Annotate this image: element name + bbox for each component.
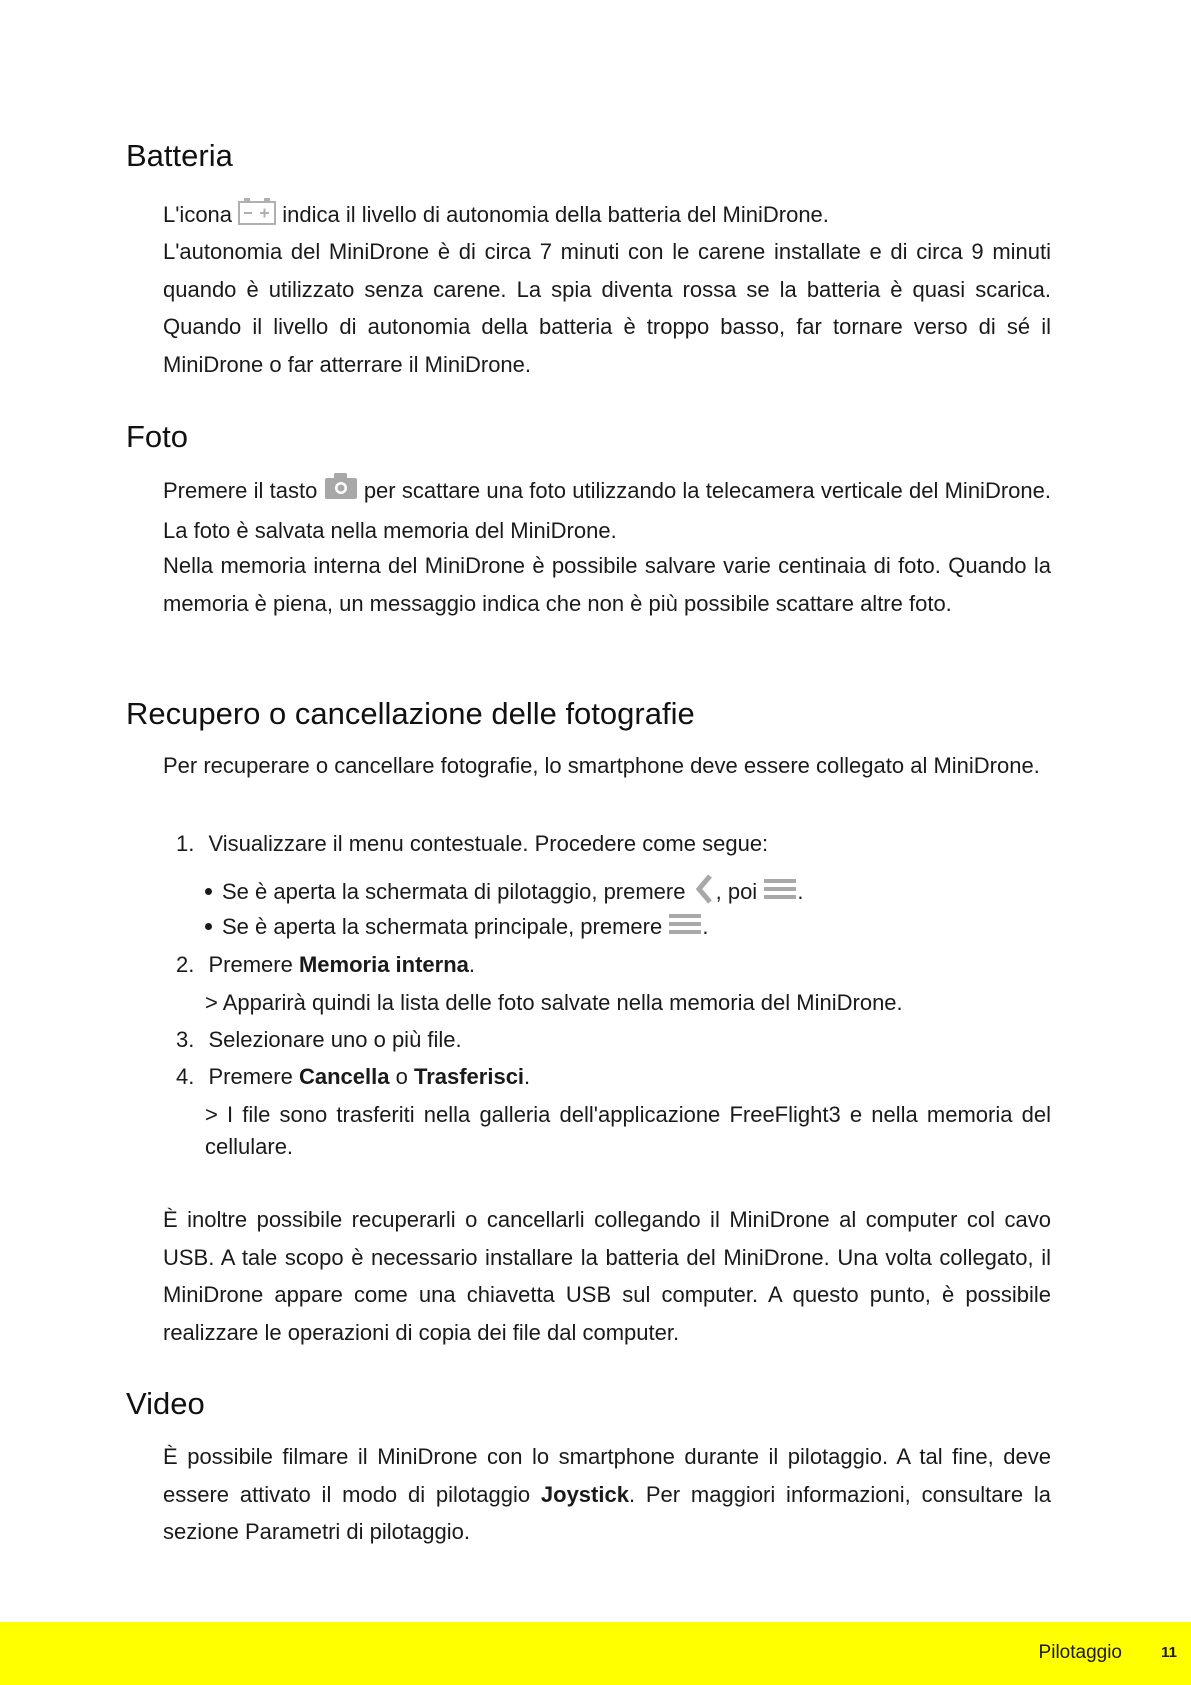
bullet2-end: . bbox=[702, 913, 709, 939]
menu-icon bbox=[763, 876, 797, 910]
step4-end: . bbox=[524, 1064, 531, 1089]
list-number: 4. bbox=[176, 1064, 195, 1089]
page-number: 11 bbox=[1161, 1644, 1177, 1661]
photo-p1 bbox=[163, 472, 1051, 549]
battery-icon bbox=[238, 196, 276, 236]
step4-before: Premere bbox=[208, 1064, 293, 1089]
joystick-label: Joystick bbox=[540, 1481, 629, 1507]
trasferisci-label: Trasferisci bbox=[413, 1064, 525, 1089]
battery-intro-after: indica il livello di autonomia della batteria del MiniDrone. bbox=[282, 201, 829, 227]
heading-foto: Foto bbox=[126, 419, 189, 454]
bullet-dot bbox=[205, 923, 212, 930]
bullet1-text: Se è aperta la schermata di pilotaggio, premere bbox=[222, 878, 686, 904]
bullet1-mid: , poi bbox=[715, 878, 758, 904]
bullet-item-2 bbox=[205, 911, 708, 945]
battery-body: L'autonomia del MiniDrone è di circa 7 minuti con le carene installate e di circa 9 minuti quando è utilizzato senza carene. La spia diventa rossa se la batteria è quasi scarica. Quando il livello di autonomia della batteria è troppo basso, far tornare verso di sé il MiniDrone o far atterrare il MiniDrone. bbox=[163, 239, 1051, 377]
video-text-after: . Per maggiori informazioni, consultare la sezione Parametri di pilotaggio. bbox=[163, 1481, 1051, 1544]
step4-result: > I file sono trasferiti nella galleria dell'applicazione FreeFlight3 e nella memoria del cellulare. bbox=[205, 1102, 1051, 1159]
video-text-before: È possibile filmare il MiniDrone con lo smartphone durante il pilotaggio. A tal fine, deve essere attivato il modo di pilotaggio bbox=[163, 1444, 1051, 1507]
step2-end: . bbox=[468, 952, 476, 977]
list-number: 2. bbox=[176, 952, 195, 977]
cancella-label: Cancella bbox=[298, 1064, 390, 1089]
camera-icon bbox=[324, 472, 358, 512]
heading-batteria: Batteria bbox=[126, 138, 233, 173]
step2-before: Premere bbox=[208, 952, 293, 977]
menu-icon bbox=[668, 911, 702, 945]
list-item-1 bbox=[176, 829, 768, 859]
chevron-left-icon bbox=[694, 873, 716, 913]
bullet-dot bbox=[205, 888, 212, 895]
list-text bbox=[208, 952, 475, 977]
list-text bbox=[208, 1064, 530, 1089]
video-paragraph bbox=[163, 1438, 1051, 1551]
list-text: Selezionare uno o più file. bbox=[208, 1027, 462, 1052]
heading-video: Video bbox=[126, 1386, 205, 1421]
photo-p1-after: per scattare una foto utilizzando la telecamera verticale del MiniDrone. La foto è salvata nella memoria del MiniDrone. bbox=[163, 478, 1051, 543]
list-text: Visualizzare il menu contestuale. Procedere come segue: bbox=[208, 831, 769, 856]
list-number: 1. bbox=[176, 831, 195, 856]
photo-p1-before: Premere il tasto bbox=[163, 478, 318, 503]
list-item-3 bbox=[176, 1025, 462, 1055]
battery-intro bbox=[163, 196, 1051, 236]
battery-intro-before: L'icona bbox=[163, 201, 233, 227]
photo-p2: Nella memoria interna del MiniDrone è possibile salvare varie centinaia di foto. Quando la memoria è piena, un messaggio indica che non è più possibile scattare altre foto. bbox=[163, 553, 1051, 616]
bullet-item-1 bbox=[205, 873, 803, 913]
heading-recupero: Recupero o cancellazione delle fotografie bbox=[126, 696, 695, 731]
bullet1-end: . bbox=[797, 878, 804, 904]
recover-intro: Per recuperare o cancellare fotografie, lo smartphone deve essere collegato al MiniDrone. bbox=[163, 753, 1040, 778]
list-number: 3. bbox=[176, 1027, 195, 1052]
footer-section-title: Pilotaggio bbox=[1038, 1642, 1122, 1663]
list-item-2 bbox=[176, 950, 475, 980]
memoria-interna-label: Memoria interna bbox=[298, 952, 469, 977]
bullet2-text: Se è aperta la schermata principale, premere bbox=[222, 913, 663, 939]
footer-bar bbox=[0, 1622, 1191, 1685]
step4-mid: o bbox=[395, 1064, 408, 1089]
list-item-4 bbox=[176, 1062, 530, 1092]
step2-result: > Apparirà quindi la lista delle foto salvate nella memoria del MiniDrone. bbox=[205, 990, 903, 1015]
usb-paragraph: È inoltre possibile recuperarli o cancellarli collegando il MiniDrone al computer col cavo USB. A tale scopo è necessario installare la batteria del MiniDrone. Una volta collegato, il MiniDrone appare come una chiavetta USB sul computer. A questo punto, è possibile realizzare le operazioni di copia dei file dal computer. bbox=[163, 1207, 1051, 1345]
